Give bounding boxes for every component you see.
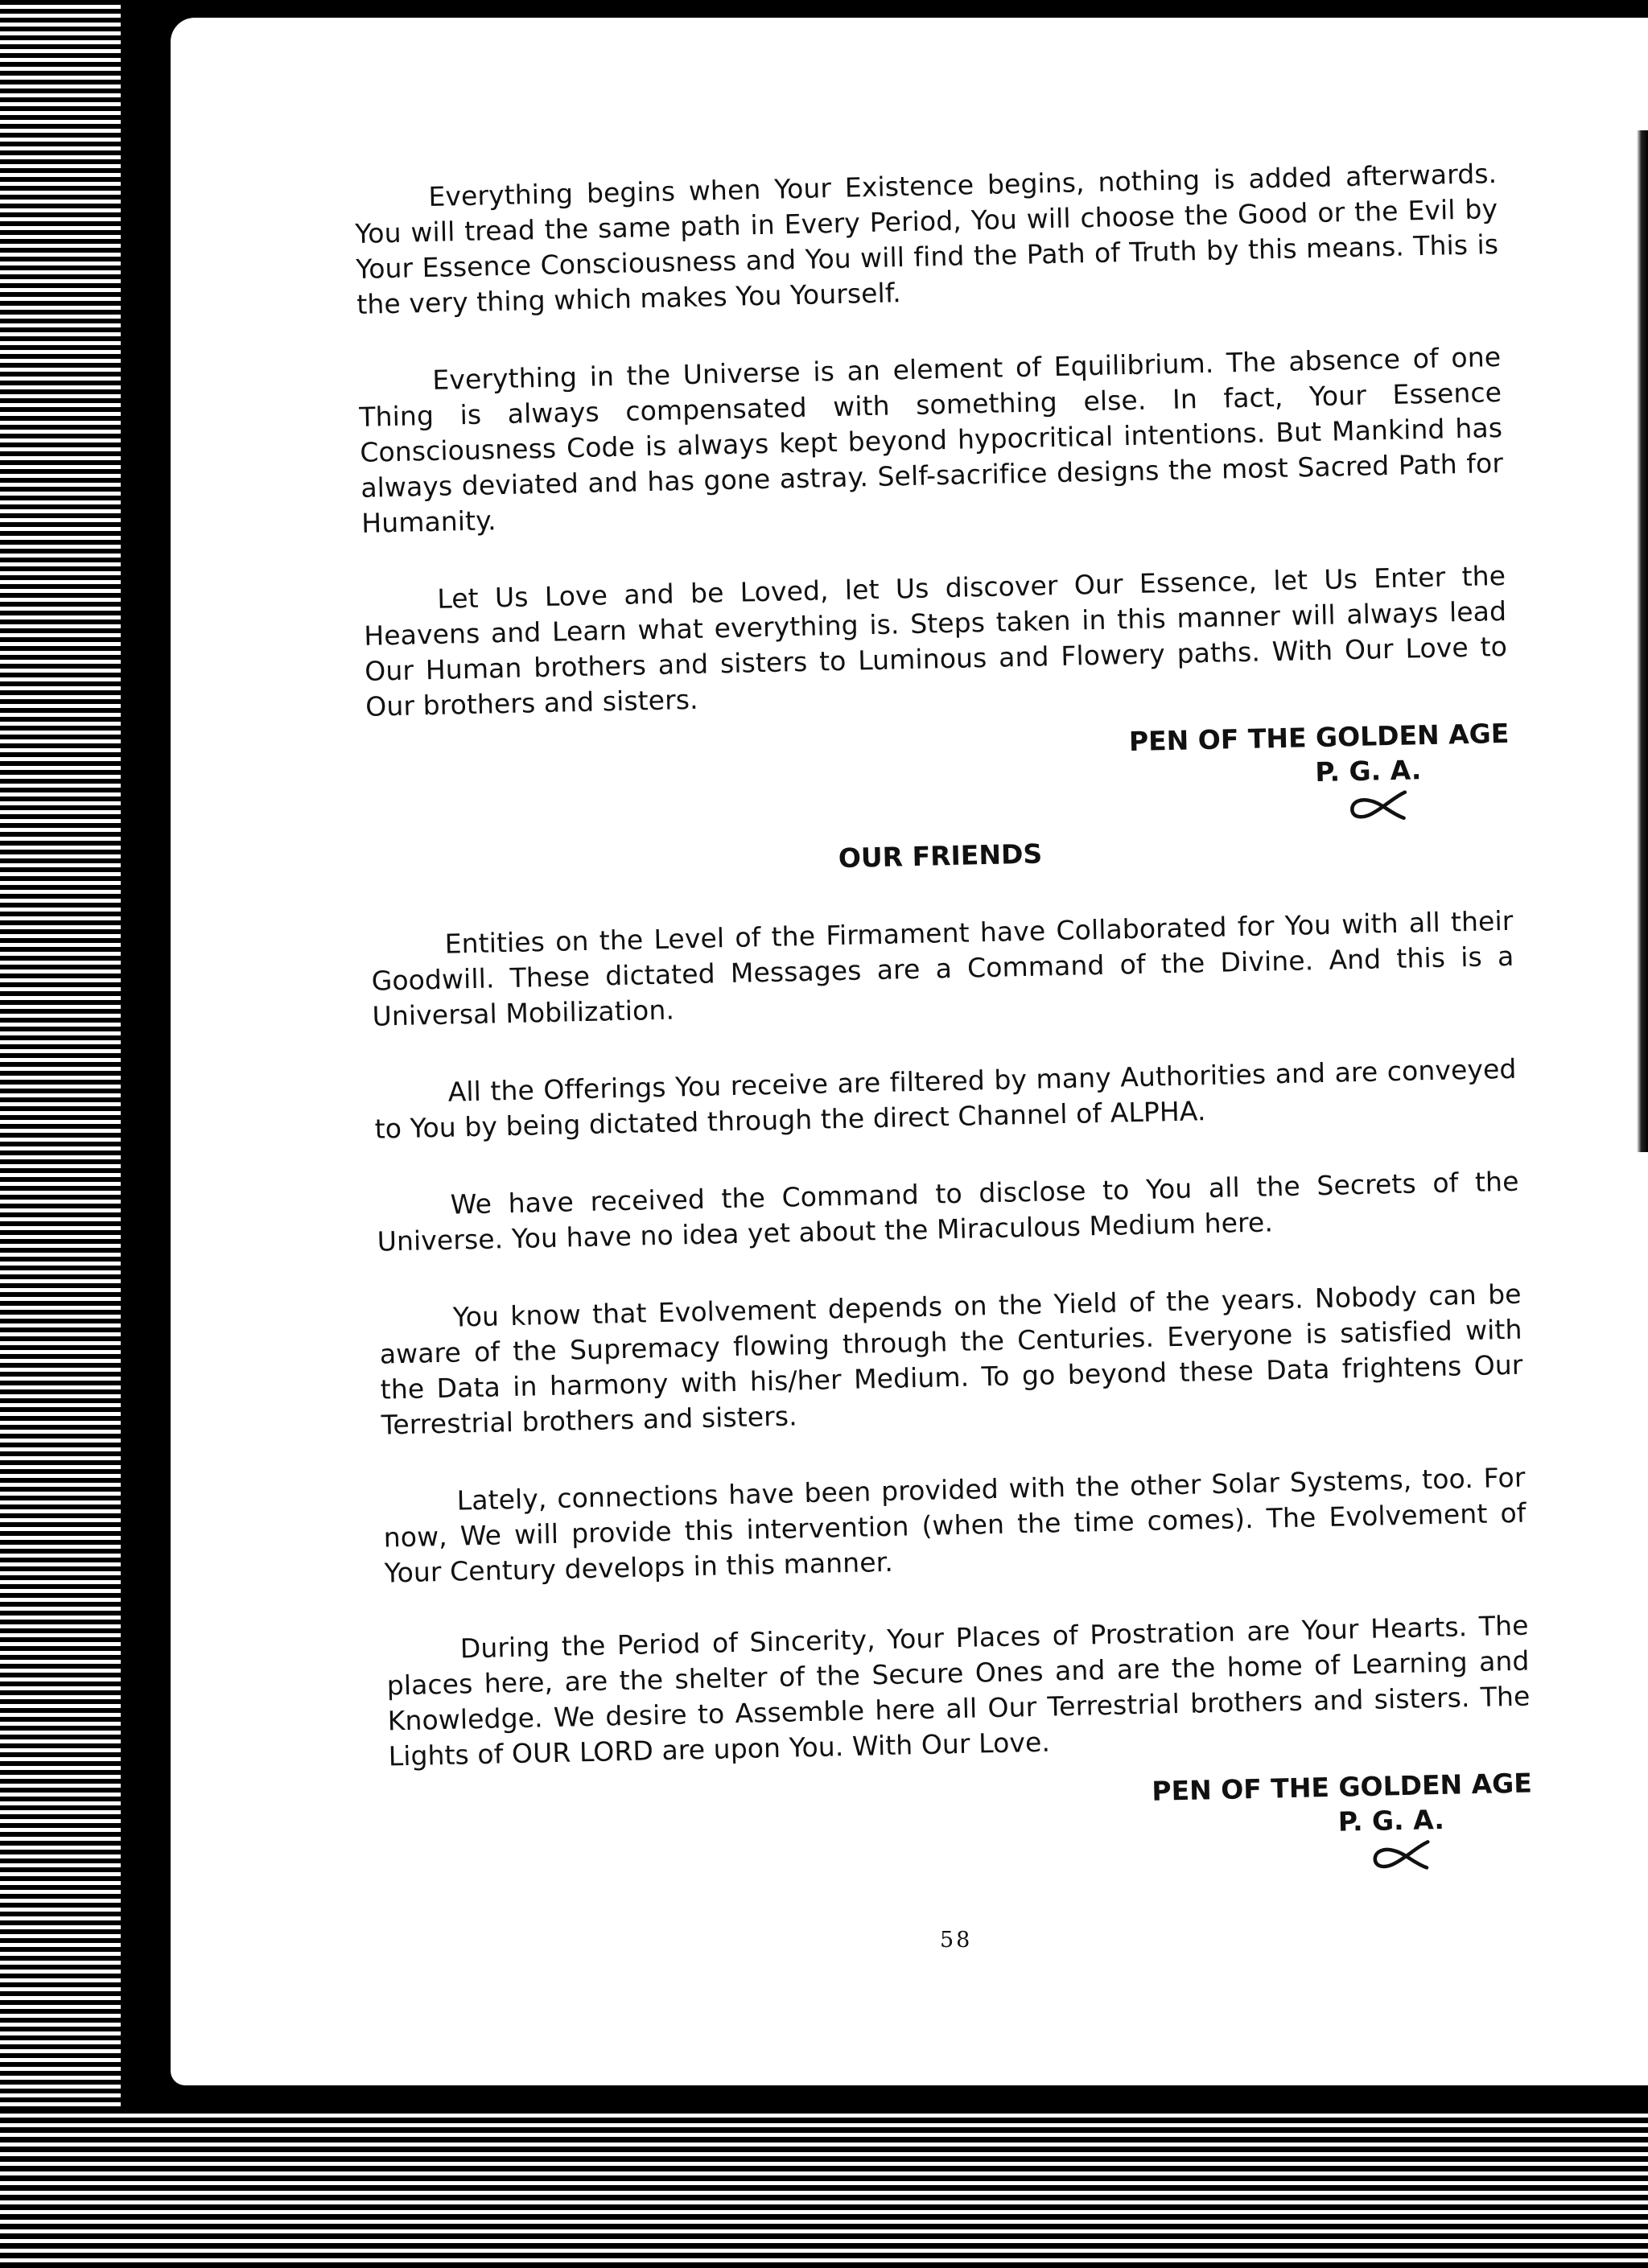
signature-name: PEN OF THE GOLDEN AGE bbox=[1128, 717, 1510, 758]
scan-stripes-bottom bbox=[0, 2108, 1648, 2268]
signature-abbrev: P. G. A. bbox=[1314, 754, 1422, 788]
message-section-1 bbox=[354, 156, 1511, 847]
paragraph: Let Us Love and be Loved, let Us discover Our Essence, let Us Enter the Heavens and Learn what everything is. Steps taken in this manner will always lead Our Human brothers and sisters to Luminous and Flowery paths. With Our Love to Our brothers and sisters. bbox=[363, 559, 1508, 722]
paragraph: Everything in the Universe is an element of Equilibrium. The absence of one Thing is always compensated with something else. In fact, Your Essence Consciousness Code is always kept beyond hypocritical intentions. But Mankind has always deviated and has gone astray. Self-sacrifice designs the most Sacred Path for Humanity. bbox=[358, 340, 1504, 539]
paragraph: Everything begins when Your Existence begins, nothing is added afterwards. You will tread the same path in Every Period, You will choose the Good or the Evil by Your Essence Consciousness and You will find the Path of Truth by this means. This is the very thing which makes You Yourself. bbox=[355, 158, 1499, 320]
section-heading: OUR FRIENDS bbox=[838, 838, 1043, 875]
paragraph: We have received the Command to disclose to You all the Secrets of the Universe. You have no idea yet about the Miraculous Medium here. bbox=[377, 1165, 1519, 1257]
page-number: 58 bbox=[940, 1928, 973, 1953]
message-section-2 bbox=[369, 826, 1534, 1897]
paragraph: Entities on the Level of the Firmament have Collaborated for You with all their Goodwill. These dictated Messages are a Command of the Divine. And this is a Universal Mobilization. bbox=[371, 904, 1514, 1032]
paragraph: During the Period of Sincerity, Your Places of Prostration are Your Hearts. The places here, are the shelter of the Secure Ones and are the home of Learning and Knowledge. We desire to Assemble here all Our Terrestrial brothers and sisters. The Lights of OUR LORD are upon You. With Our Love. bbox=[386, 1609, 1531, 1772]
page-edge-shadow bbox=[1637, 130, 1648, 1152]
paragraph: All the Offerings You receive are filtered by many Authorities and are conveyed to You by being dictated through the direct Channel of ALPHA. bbox=[374, 1052, 1517, 1145]
paragraph: You know that Evolvement depends on the Yield of the years. Nobody can be aware of the Supremacy flowing through the Centuries. Everyone is satisfied with the Data in harmony with his/her Medium. To go beyond these Data frightens Our Terrestrial brothers and sisters. bbox=[379, 1278, 1523, 1441]
scan-stripes-left bbox=[0, 0, 122, 2268]
signature-abbrev: P. G. A. bbox=[1337, 1803, 1445, 1838]
signature-name: PEN OF THE GOLDEN AGE bbox=[1152, 1767, 1533, 1807]
paragraph: Lately, connections have been provided with the other Solar Systems, too. For now, We will provide this intervention (when the time comes). The Evolvement of Your Century develops in this manner. bbox=[383, 1461, 1526, 1589]
